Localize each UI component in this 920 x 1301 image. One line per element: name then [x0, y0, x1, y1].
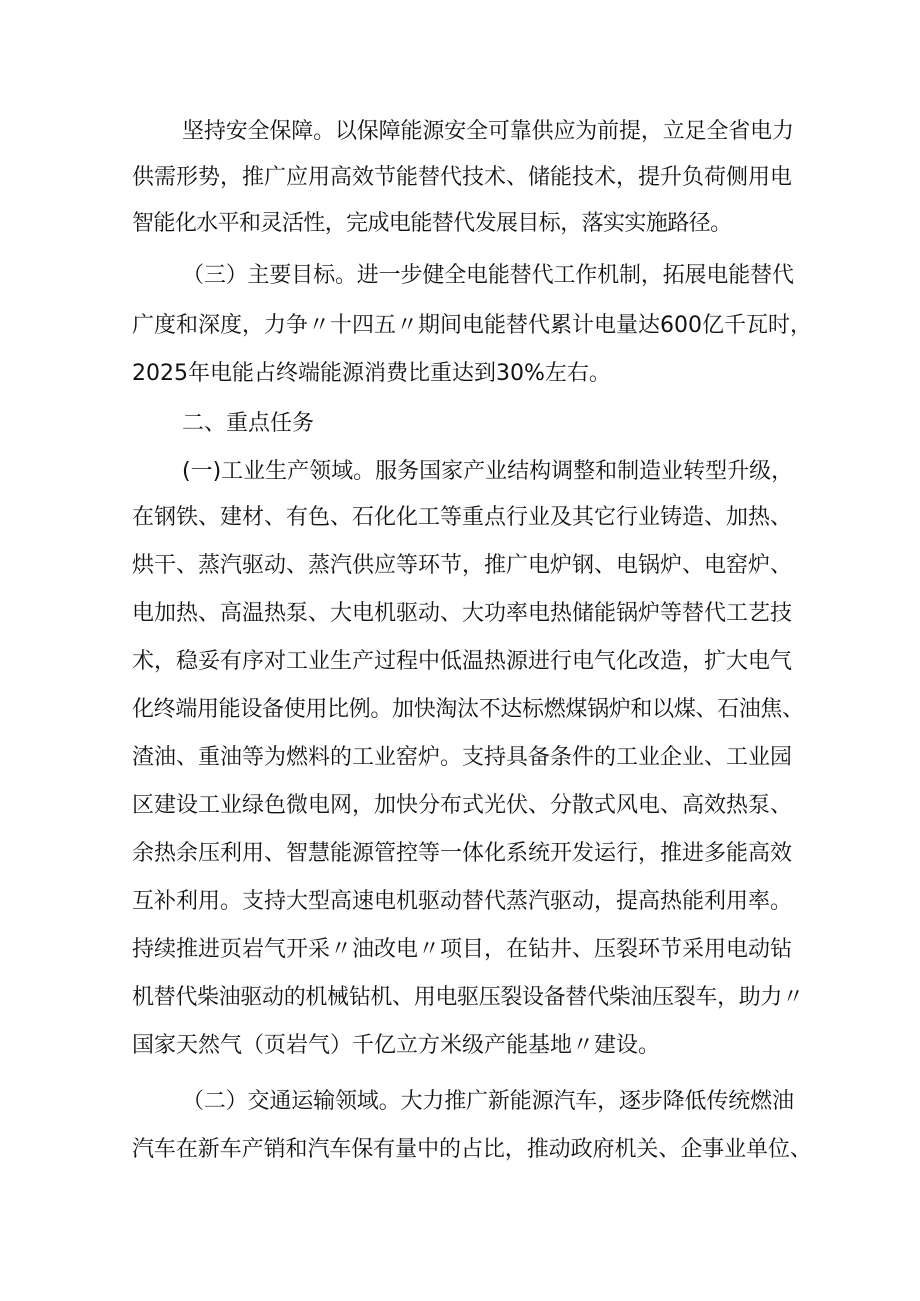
paragraph-line: 电加热、高温热泵、大电机驱动、大功率电热储能锅炉等替代工艺技: [132, 601, 793, 626]
paragraph-line: 渣油、重油等为燃料的工业窑炉。支持具备条件的工业企业、工业园: [132, 745, 793, 770]
paragraph-line: 烘干、蒸汽驱动、蒸汽供应等环节，推广电炉钢、电锅炉、电窑炉、: [132, 553, 793, 578]
paragraph-line: （二）交通运输领域。大力推广新能源汽车，逐步降低传统燃油: [182, 1089, 794, 1114]
paragraph-line: 汽车在新车产销和汽车保有量中的占比，推动政府机关、企事业单位、: [132, 1137, 812, 1162]
paragraph-line: 智能化水平和灵活性，完成电能替代发展目标，落实实施路径。: [132, 211, 732, 236]
paragraph-line: 术，稳妥有序对工业生产过程中低温热源进行电气化改造，扩大电气: [132, 649, 793, 674]
section-heading: 二、重点任务: [182, 411, 315, 436]
paragraph-line: 国家天然气（页岩气）千亿立方米级产能基地〃建设。: [132, 1033, 661, 1058]
paragraph-line: 持续推进页岩气开采〃油改电〃项目，在钻井、压裂环节采用电动钻: [132, 937, 793, 962]
paragraph-line: 广度和深度，力争〃十四五〃期间电能替代累计电量达600亿千瓦时，: [132, 313, 812, 338]
paragraph-line: 在钢铁、建材、有色、石化化工等重点行业及其它行业铸造、加热、: [132, 505, 793, 530]
paragraph-line: 2025年电能占终端能源消费比重达到30%左右。: [132, 361, 611, 386]
paragraph-line: 余热余压利用、智慧能源管控等一体化系统开发运行，推进多能高效: [132, 841, 793, 866]
paragraph-line: 化终端用能设备使用比例。加快淘汰不达标燃煤锅炉和以煤、石油焦、: [132, 697, 804, 722]
paragraph-line: (一)工业生产领域。服务国家产业结构调整和制造业转型升级，: [182, 459, 794, 484]
paragraph-line: 供需形势，推广应用高效节能替代技术、储能技术，提升负荷侧用电: [132, 165, 793, 190]
paragraph-line: 互补利用。支持大型高速电机驱动替代蒸汽驱动，提高热能利用率。: [132, 889, 793, 914]
paragraph-line: 机替代柴油驱动的机械钻机、用电驱压裂设备替代柴油压裂车，助力〃: [132, 985, 804, 1010]
paragraph-line: （三）主要目标。进一步健全电能替代工作机制，拓展电能替代: [182, 263, 794, 288]
paragraph-line: 坚持安全保障。以保障能源安全可靠供应为前提，立足全省电力: [182, 119, 794, 144]
paragraph-line: 区建设工业绿色微电网，加快分布式光伏、分散式风电、高效热泵、: [132, 793, 793, 818]
